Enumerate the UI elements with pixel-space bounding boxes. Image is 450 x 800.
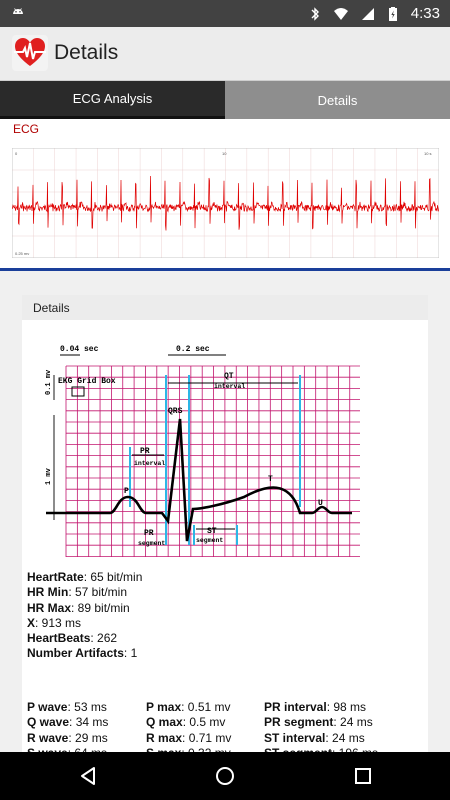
- stat-number-artifacts: Number Artifacts: 1: [27, 646, 138, 661]
- wave-q: Q wave: 34 ms: [27, 715, 109, 730]
- bluetooth-icon: [307, 6, 323, 22]
- diagram-label-st-segment: segment: [196, 537, 224, 544]
- diagram-label-big-mv: 1 mv: [45, 468, 53, 485]
- stat-heart-beats: HeartBeats: 262: [27, 631, 118, 646]
- app-bar: [0, 27, 450, 81]
- diagram-label-st: ST: [207, 527, 217, 536]
- status-bar: [0, 0, 450, 27]
- diagram-label-p: P: [124, 487, 129, 496]
- tab-bar: [0, 81, 450, 119]
- navigation-bar: [0, 752, 450, 800]
- ecg-axis-left-bottom: 0.25 mv: [15, 251, 30, 256]
- heart-ecg-logo-icon: [12, 35, 48, 71]
- diagram-label-u: U: [318, 499, 323, 508]
- stat-heart-rate: HeartRate: 65 bit/min: [27, 570, 143, 584]
- tab-ecg-analysis[interactable]: ECG Analysis: [0, 81, 225, 119]
- diagram-label-pr-segment: segment: [138, 540, 166, 547]
- summary-stats: [27, 570, 142, 662]
- wifi-icon: [333, 6, 349, 22]
- back-icon[interactable]: [76, 764, 100, 788]
- home-icon[interactable]: [213, 764, 237, 788]
- ecg-axis-right-top: 10 s: [424, 151, 432, 156]
- wave-p: P wave: 53 ms: [27, 700, 107, 714]
- pr-interval: PR interval: 98 ms: [264, 700, 367, 714]
- diagram-label-grid-time: 0.04 sec: [60, 345, 99, 354]
- stat-hr-min: HR Min: 57 bit/min: [27, 585, 128, 600]
- details-panel: [0, 271, 450, 761]
- max-r: R max: 0.71 mv: [146, 730, 232, 745]
- max-p: P max: 0.51 mv: [146, 700, 231, 714]
- ecg-axis-left-top: 0: [15, 151, 18, 156]
- diagram-label-pr-seg: PR: [144, 529, 154, 538]
- max-q: Q max: 0.5 mv: [146, 715, 226, 730]
- diagram-label-ekg-grid-box: EKG Grid Box: [58, 377, 116, 386]
- diagram-label-pr-interval: interval: [134, 460, 166, 467]
- clock: 4:33: [410, 5, 440, 22]
- ecg-label: ECG: [13, 122, 40, 136]
- details-card: [22, 295, 428, 765]
- recents-icon[interactable]: [351, 764, 375, 788]
- stat-hr-max: HR Max: 89 bit/min: [27, 600, 130, 615]
- android-icon: [10, 5, 26, 21]
- diagram-label-qt-interval: interval: [214, 383, 246, 390]
- stat-x: X: 913 ms: [27, 615, 82, 630]
- details-card-header: [22, 295, 428, 320]
- tab-details[interactable]: Details: [225, 81, 450, 119]
- diagram-label-two-tenth-sec: 0.2 sec: [176, 345, 210, 354]
- wave-r: R wave: 29 ms: [27, 730, 108, 745]
- diagram-label-qrs: QRS: [168, 407, 183, 416]
- pr-segment: PR segment: 24 ms: [264, 715, 373, 730]
- battery-icon: [385, 6, 401, 22]
- diagram-label-qt: QT: [224, 372, 234, 381]
- ecg-axis-mid-top: 10: [222, 151, 227, 156]
- diagram-label-t: T: [268, 475, 273, 484]
- diagram-label-small-mv: 0.1 mv: [45, 369, 53, 395]
- signal-icon: [359, 6, 375, 22]
- ecg-strip-chart: [12, 148, 439, 258]
- st-interval: ST interval: 24 ms: [264, 730, 365, 745]
- ecg-wave-diagram: [44, 345, 360, 559]
- page-title: Details: [54, 41, 119, 64]
- details-card-title: Details: [33, 301, 70, 315]
- diagram-label-pr: PR: [140, 447, 150, 456]
